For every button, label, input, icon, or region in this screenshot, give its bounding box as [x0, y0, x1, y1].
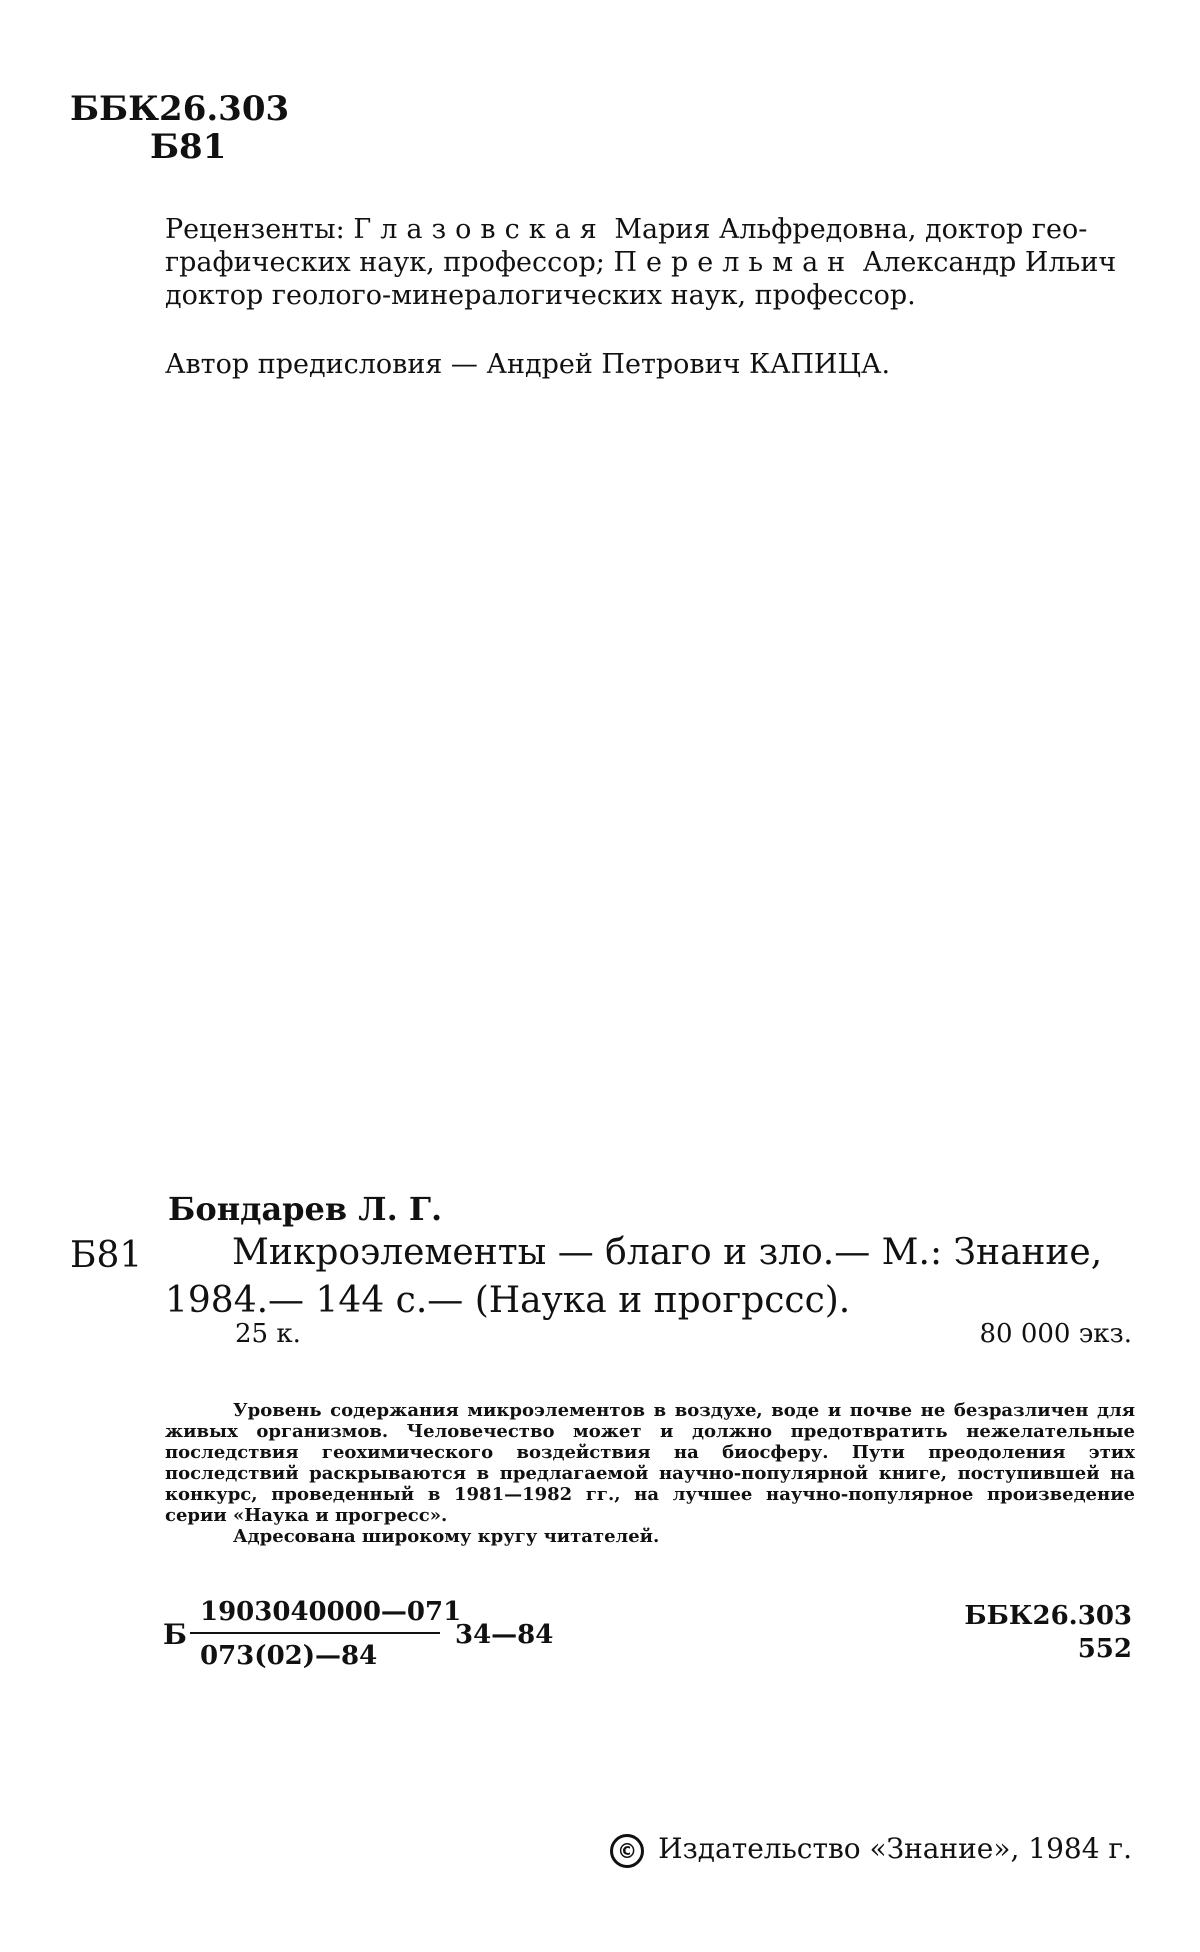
bbk-code: ББК26.303 — [70, 89, 290, 129]
reviewer-1-surname: Глазовская — [353, 214, 606, 245]
index-numerator: 1903040000—071 — [200, 1597, 462, 1627]
annotation — [165, 1400, 1135, 1547]
annotation-paragraph: Уровень содержания микроэлементов в воздухе, воде и почве не безразличен для живых организмов. Человечество может и должно предотвратить нежелательные последствия геохимического воздействия на биосферу. Пути преодоления этих последствий раскрываются в предлагаемой научно-популярной книге, поступившей на конкурс, проведенный в 1981—1982 гг., на лучшее научно-популярное произведение серии «Наука и прогресс». — [165, 1400, 1135, 1526]
book-title-line-1: Микроэлементы — благо и зло.— М.: Знание, — [232, 1232, 1103, 1273]
catalog-code: Б81 — [70, 1235, 143, 1276]
reviewer-2-details: Александр Ильич — [862, 247, 1117, 278]
reviewers-label: Рецензенты: — [165, 214, 345, 245]
index-denominator: 073(02)—84 — [200, 1641, 378, 1671]
reviewers-line-3: доктор геолого-минералогических наук, профессор. — [165, 280, 916, 311]
copyright-icon: © — [610, 1834, 644, 1868]
foreword-author: Автор предисловия — Андрей Петрович КАПИЦА. — [165, 349, 891, 380]
reviewer-1-details-cont: графических наук, профессор; — [165, 247, 605, 278]
book-author: Бондарев Л. Г. — [168, 1190, 443, 1228]
print-run: 80 000 экз. — [979, 1319, 1132, 1349]
index-suffix: 34—84 — [455, 1620, 554, 1650]
reviewers-block — [165, 213, 1135, 312]
fraction-bar — [190, 1632, 440, 1634]
book-price: 25 к. — [235, 1319, 301, 1349]
bbk-number: 552 — [1077, 1634, 1132, 1664]
reviewers-line-2 — [165, 246, 1135, 279]
index-letter: Б — [163, 1618, 187, 1651]
bbk-code-bottom: ББК26.303 — [964, 1601, 1132, 1631]
index-fraction — [200, 1596, 461, 1672]
reviewers-line-1 — [165, 213, 1135, 246]
copyright-text: Издательство «Знание», 1984 г. — [658, 1832, 1132, 1865]
annotation-audience: Адресована широкому кругу читателей. — [233, 1526, 660, 1547]
author-mark-code: Б81 — [150, 127, 227, 167]
reviewer-1-details: Мария Альфредовна, доктор гео- — [614, 214, 1088, 245]
bbk-classification-top — [70, 90, 289, 166]
bbk-classification-bottom — [964, 1600, 1132, 1666]
copyright-notice — [610, 1832, 1132, 1868]
reviewer-2-surname: Перельман — [613, 247, 855, 278]
book-title-line-2: 1984.— 144 с.— (Наука и прогрссс). — [165, 1280, 851, 1321]
